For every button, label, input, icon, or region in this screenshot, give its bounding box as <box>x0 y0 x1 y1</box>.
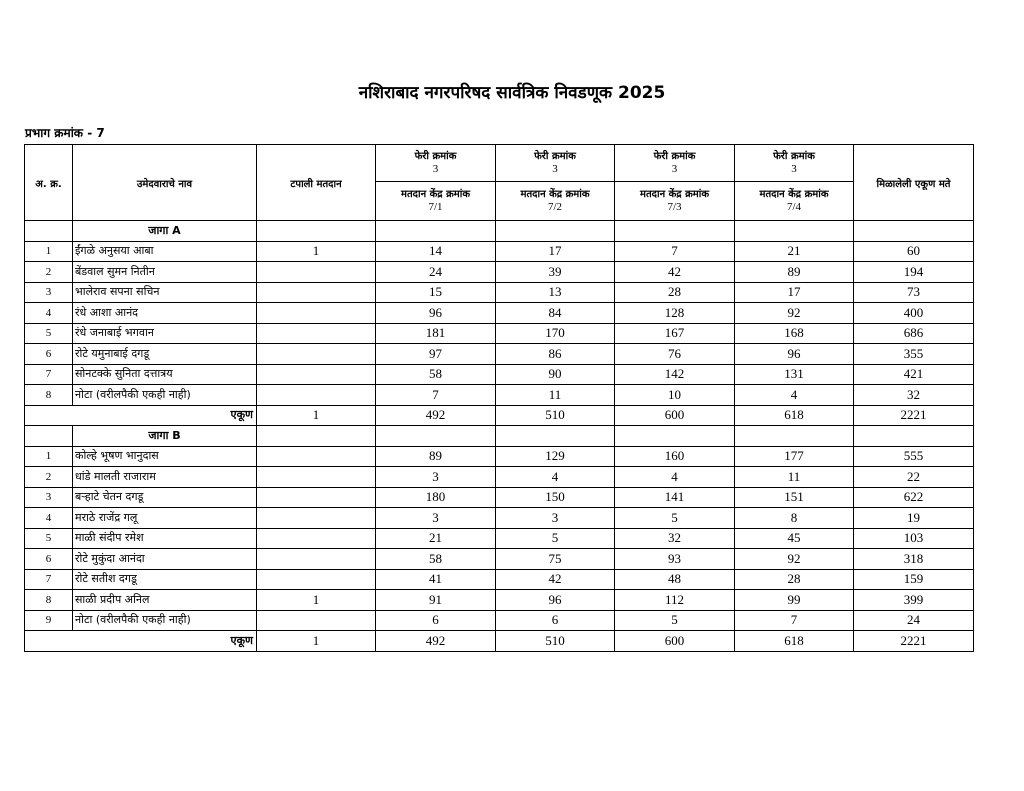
table-row <box>25 487 974 508</box>
serial-number: 7 <box>25 364 73 385</box>
empty-cell <box>854 221 974 242</box>
booth-4-votes: 131 <box>735 364 854 385</box>
header-booth-2 <box>496 182 615 221</box>
postal-total: 1 <box>257 631 376 652</box>
total-votes: 399 <box>854 590 974 611</box>
table-body <box>25 221 974 652</box>
postal-votes <box>257 508 376 529</box>
total-label: एकूण <box>25 631 257 652</box>
booth-1-votes: 14 <box>376 241 496 262</box>
booth-2-votes: 11 <box>496 385 615 406</box>
booth-4-votes: 89 <box>735 262 854 283</box>
booth-4-total: 618 <box>735 631 854 652</box>
round-number: 3 <box>671 163 678 175</box>
booth-3-votes: 42 <box>615 262 735 283</box>
empty-cell <box>496 221 615 242</box>
booth-1-votes: 24 <box>376 262 496 283</box>
postal-votes <box>257 446 376 467</box>
total-votes: 159 <box>854 569 974 590</box>
total-votes: 19 <box>854 508 974 529</box>
postal-total: 1 <box>257 405 376 426</box>
booth-4-votes: 99 <box>735 590 854 611</box>
booth-2-votes: 5 <box>496 528 615 549</box>
postal-votes: 1 <box>257 241 376 262</box>
booth-1-total: 492 <box>376 631 496 652</box>
candidate-name: नोटा (वरीलपैकी एकही नाही) <box>73 385 257 406</box>
booth-4-votes: 17 <box>735 282 854 303</box>
postal-votes <box>257 569 376 590</box>
empty-cell <box>25 221 73 242</box>
candidate-name: रोटे मुकुंदा आनंदा <box>73 549 257 570</box>
seat-header-row <box>25 221 974 242</box>
booth-1-total: 492 <box>376 405 496 426</box>
candidate-name: रंधे आशा आनंद <box>73 303 257 324</box>
booth-2-votes: 39 <box>496 262 615 283</box>
postal-votes <box>257 262 376 283</box>
booth-4-votes: 96 <box>735 344 854 365</box>
booth-1-votes: 6 <box>376 610 496 631</box>
candidate-name: रोटे सतीश दगडू <box>73 569 257 590</box>
booth-3-votes: 32 <box>615 528 735 549</box>
serial-number: 7 <box>25 569 73 590</box>
booth-1-votes: 41 <box>376 569 496 590</box>
booth-2-votes: 4 <box>496 467 615 488</box>
booth-3-votes: 10 <box>615 385 735 406</box>
candidate-name: रंधे जनाबाई भगवान <box>73 323 257 344</box>
booth-2-votes: 17 <box>496 241 615 262</box>
total-votes: 194 <box>854 262 974 283</box>
booth-3-votes: 160 <box>615 446 735 467</box>
empty-cell <box>25 426 73 447</box>
booth-1-votes: 180 <box>376 487 496 508</box>
booth-3-votes: 7 <box>615 241 735 262</box>
booth-2-total: 510 <box>496 405 615 426</box>
seat-header-row <box>25 426 974 447</box>
table-row <box>25 344 974 365</box>
serial-number: 5 <box>25 323 73 344</box>
booth-3-votes: 5 <box>615 610 735 631</box>
total-votes: 686 <box>854 323 974 344</box>
total-votes: 103 <box>854 528 974 549</box>
booth-label: मतदान केंद्र क्रमांक <box>400 189 470 200</box>
candidate-name: ईंगळे अनुसया आबा <box>73 241 257 262</box>
empty-cell <box>615 426 735 447</box>
header-sr: अ. क्र. <box>25 145 73 221</box>
header-postal: टपाली मतदान <box>257 145 376 221</box>
booth-4-votes: 28 <box>735 569 854 590</box>
booth-label: मतदान केंद्र क्रमांक <box>520 189 590 200</box>
booth-3-votes: 48 <box>615 569 735 590</box>
booth-1-votes: 21 <box>376 528 496 549</box>
total-votes: 355 <box>854 344 974 365</box>
table-row <box>25 282 974 303</box>
total-votes: 555 <box>854 446 974 467</box>
booth-4-votes: 7 <box>735 610 854 631</box>
page-title: नशिराबाद नगरपरिषद सार्वत्रिक निवडणूक 2025 <box>358 83 666 103</box>
grand-total: 2221 <box>854 405 974 426</box>
postal-votes <box>257 323 376 344</box>
results-table <box>24 144 974 652</box>
round-label: फेरी क्रमांक <box>414 151 457 162</box>
booth-4-votes: 4 <box>735 385 854 406</box>
round-label: फेरी क्रमांक <box>534 151 576 162</box>
postal-votes: 1 <box>257 590 376 611</box>
total-votes: 400 <box>854 303 974 324</box>
round-number: 3 <box>552 163 558 175</box>
header-round-4 <box>735 145 854 182</box>
table-row <box>25 241 974 262</box>
booth-4-votes: 8 <box>735 508 854 529</box>
header-booth-3 <box>615 182 735 221</box>
booth-3-total: 600 <box>615 405 735 426</box>
table-row <box>25 364 974 385</box>
serial-number: 8 <box>25 590 73 611</box>
round-label: फेरी क्रमांक <box>773 151 815 162</box>
booth-3-votes: 141 <box>615 487 735 508</box>
booth-number: 7/3 <box>667 201 682 213</box>
candidate-name: साळी प्रदीप अनिल <box>73 590 257 611</box>
table-row <box>25 549 974 570</box>
serial-number: 1 <box>25 241 73 262</box>
booth-2-votes: 6 <box>496 610 615 631</box>
serial-number: 2 <box>25 467 73 488</box>
booth-3-votes: 5 <box>615 508 735 529</box>
serial-number: 3 <box>25 282 73 303</box>
candidate-name: माळी संदीप रमेश <box>73 528 257 549</box>
table-row <box>25 446 974 467</box>
booth-2-votes: 129 <box>496 446 615 467</box>
booth-3-votes: 167 <box>615 323 735 344</box>
serial-number: 3 <box>25 487 73 508</box>
candidate-name: मराठे राजेंद्र गलू <box>73 508 257 529</box>
serial-number: 6 <box>25 344 73 365</box>
booth-3-votes: 28 <box>615 282 735 303</box>
header-booth-1 <box>376 182 496 221</box>
booth-4-votes: 21 <box>735 241 854 262</box>
postal-votes <box>257 282 376 303</box>
empty-cell <box>376 426 496 447</box>
booth-label: मतदान केंद्र क्रमांक <box>639 189 709 200</box>
booth-2-votes: 13 <box>496 282 615 303</box>
header-total: मिळालेली एकूण मते <box>854 145 974 221</box>
postal-votes <box>257 385 376 406</box>
candidate-name: नोटा (वरीलपैकी एकही नाही) <box>73 610 257 631</box>
total-votes: 22 <box>854 467 974 488</box>
postal-votes <box>257 467 376 488</box>
ward-label: प्रभाग क्रमांक - 7 <box>25 126 105 140</box>
postal-votes <box>257 303 376 324</box>
total-votes: 421 <box>854 364 974 385</box>
table-row <box>25 303 974 324</box>
booth-2-votes: 84 <box>496 303 615 324</box>
seat-label: जागा B <box>73 426 257 447</box>
booth-3-votes: 76 <box>615 344 735 365</box>
booth-4-votes: 92 <box>735 303 854 324</box>
total-votes: 60 <box>854 241 974 262</box>
candidate-name: सोनटक्के सुनिता दत्तात्रय <box>73 364 257 385</box>
section-total-row <box>25 405 974 426</box>
seat-label: जागा A <box>73 221 257 242</box>
booth-4-votes: 168 <box>735 323 854 344</box>
postal-votes <box>257 528 376 549</box>
table-row <box>25 528 974 549</box>
round-label: फेरी क्रमांक <box>653 151 696 162</box>
booth-number: 7/4 <box>786 201 802 213</box>
header-round-2 <box>496 145 615 182</box>
table-row <box>25 385 974 406</box>
booth-2-votes: 42 <box>496 569 615 590</box>
booth-2-votes: 96 <box>496 590 615 611</box>
serial-number: 2 <box>25 262 73 283</box>
section-total-row <box>25 631 974 652</box>
booth-4-votes: 45 <box>735 528 854 549</box>
booth-1-votes: 15 <box>376 282 496 303</box>
booth-3-total: 600 <box>615 631 735 652</box>
serial-number: 1 <box>25 446 73 467</box>
booth-3-votes: 93 <box>615 549 735 570</box>
booth-3-votes: 112 <box>615 590 735 611</box>
booth-number: 7/1 <box>428 201 443 213</box>
candidate-name: भालेराव सपना सचिन <box>73 282 257 303</box>
booth-1-votes: 58 <box>376 549 496 570</box>
total-votes: 24 <box>854 610 974 631</box>
booth-2-total: 510 <box>496 631 615 652</box>
header-round-3 <box>615 145 735 182</box>
booth-1-votes: 3 <box>376 467 496 488</box>
booth-1-votes: 89 <box>376 446 496 467</box>
table-row <box>25 610 974 631</box>
booth-1-votes: 7 <box>376 385 496 406</box>
postal-votes <box>257 344 376 365</box>
booth-3-votes: 128 <box>615 303 735 324</box>
postal-votes <box>257 487 376 508</box>
postal-votes <box>257 364 376 385</box>
candidate-name: धांडे मालती राजाराम <box>73 467 257 488</box>
header-candidate: उमेदवाराचे नाव <box>73 145 257 221</box>
booth-2-votes: 3 <box>496 508 615 529</box>
postal-votes <box>257 549 376 570</box>
empty-cell <box>615 221 735 242</box>
table-row <box>25 508 974 529</box>
booth-3-votes: 4 <box>615 467 735 488</box>
empty-cell <box>257 221 376 242</box>
table-row <box>25 323 974 344</box>
booth-2-votes: 90 <box>496 364 615 385</box>
serial-number: 5 <box>25 528 73 549</box>
header-booth-4 <box>735 182 854 221</box>
postal-votes <box>257 610 376 631</box>
grand-total: 2221 <box>854 631 974 652</box>
booth-2-votes: 86 <box>496 344 615 365</box>
total-votes: 318 <box>854 549 974 570</box>
booth-3-votes: 142 <box>615 364 735 385</box>
total-votes: 622 <box>854 487 974 508</box>
table-header <box>25 145 974 221</box>
candidate-name: कोल्हे भूषण भानुदास <box>73 446 257 467</box>
booth-2-votes: 75 <box>496 549 615 570</box>
candidate-name: बऱ्हाटे चेतन दगडू <box>73 487 257 508</box>
candidate-name: रोटे यमुनाबाई दगडू <box>73 344 257 365</box>
empty-cell <box>854 426 974 447</box>
booth-4-votes: 151 <box>735 487 854 508</box>
round-number: 3 <box>432 163 439 175</box>
serial-number: 9 <box>25 610 73 631</box>
serial-number: 8 <box>25 385 73 406</box>
empty-cell <box>257 426 376 447</box>
table-row <box>25 590 974 611</box>
candidate-name: बेंडवाल सुमन नितीन <box>73 262 257 283</box>
header-round-1 <box>376 145 496 182</box>
serial-number: 6 <box>25 549 73 570</box>
booth-2-votes: 150 <box>496 487 615 508</box>
total-votes: 73 <box>854 282 974 303</box>
total-votes: 32 <box>854 385 974 406</box>
booth-4-total: 618 <box>735 405 854 426</box>
booth-2-votes: 170 <box>496 323 615 344</box>
total-label: एकूण <box>25 405 257 426</box>
booth-1-votes: 181 <box>376 323 496 344</box>
booth-1-votes: 96 <box>376 303 496 324</box>
table-row <box>25 262 974 283</box>
round-number: 3 <box>791 163 797 175</box>
table-row <box>25 569 974 590</box>
booth-4-votes: 11 <box>735 467 854 488</box>
booth-1-votes: 91 <box>376 590 496 611</box>
empty-cell <box>496 426 615 447</box>
table-row <box>25 467 974 488</box>
booth-1-votes: 58 <box>376 364 496 385</box>
empty-cell <box>376 221 496 242</box>
serial-number: 4 <box>25 303 73 324</box>
empty-cell <box>735 221 854 242</box>
serial-number: 4 <box>25 508 73 529</box>
booth-label: मतदान केंद्र क्रमांक <box>759 189 829 200</box>
booth-1-votes: 97 <box>376 344 496 365</box>
empty-cell <box>735 426 854 447</box>
booth-number: 7/2 <box>547 201 563 213</box>
booth-1-votes: 3 <box>376 508 496 529</box>
booth-4-votes: 92 <box>735 549 854 570</box>
booth-4-votes: 177 <box>735 446 854 467</box>
